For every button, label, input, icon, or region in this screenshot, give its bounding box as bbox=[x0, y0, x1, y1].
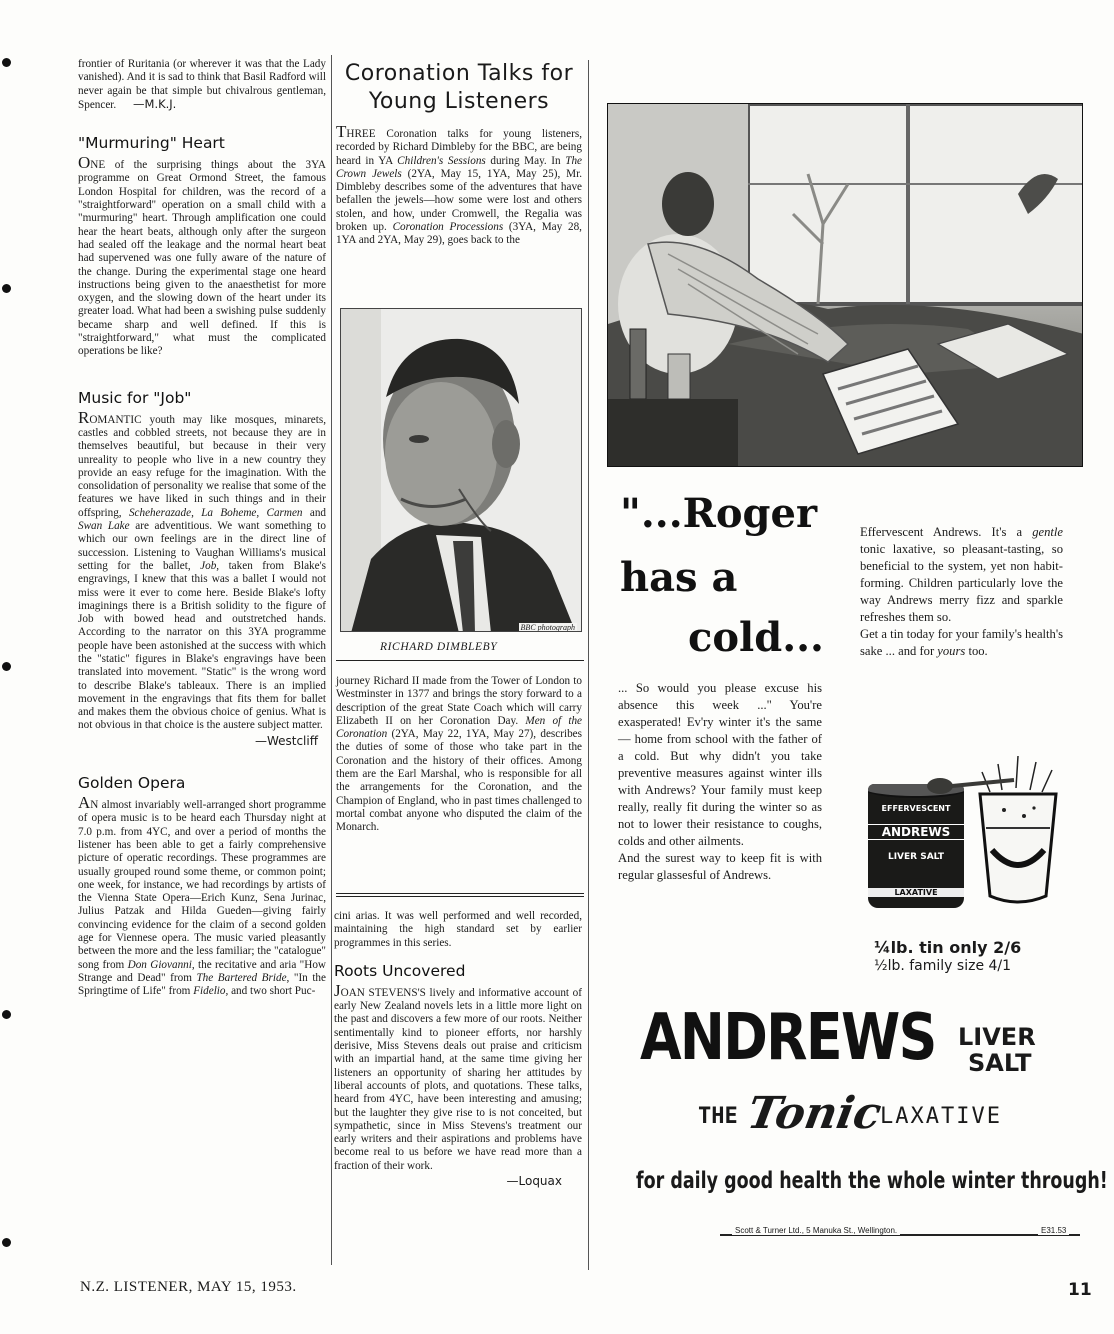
signature: —M.K.J. bbox=[133, 96, 177, 111]
tin-label-salt: LIVER SALT bbox=[887, 852, 945, 862]
ad-body-copy-right: Effervescent Andrews. It's a gentle tonic laxative, so pleasant-tasting, so beneficial to the system, yet non habit-forming. Children particularly love the way Andrews merry fizz and sparkle refreshes them so. Get a tin today for your family's health's sake ... and for yours too. bbox=[860, 525, 1063, 658]
price-family: ½lb. family size 4/1 bbox=[874, 958, 1012, 974]
ad-illustration bbox=[607, 103, 1083, 467]
coronation-title: Coronation Talks for Young Listeners bbox=[344, 61, 574, 114]
boy-in-bed-illustration bbox=[608, 104, 1083, 467]
heading-golden-opera: Golden Opera bbox=[78, 774, 186, 793]
signature: —Westcliff bbox=[254, 733, 318, 748]
ad-headline-line3: cold... bbox=[688, 614, 824, 661]
column-rule bbox=[588, 60, 589, 1270]
dimbleby-portrait bbox=[341, 309, 582, 632]
signature: —Loquax bbox=[506, 1174, 562, 1189]
publication-footer: N.Z. LISTENER, MAY 15, 1953. bbox=[80, 1279, 297, 1295]
brand-andrews: ANDREWS bbox=[640, 1001, 936, 1075]
intro-paragraph: frontier of Ruritania (or wherever it was that the Lady vanished). And it is sad to think that Basil Radford will never again be that simple but chivalrous gentleman, Spencer. —M.K.J. bbox=[78, 58, 326, 111]
article-murmuring-heart: ONE of the surprising things about the 3YA programme on Great Ormond Street, the famous London Hospital for children, was the record of a "straightforward" operation on a small child with a "murmuring" heart. Through amplification one could hear the heart beats, although only after the surgeon had sealed off the leakage and the normal heart beat had supervened was one fully aware of the nature of the change. During the experimental stage one heard instructions being given to the anaesthetist for more oxygen, and the slowing down of the heart under its greater load. What had been a swishing pulse suddenly became sharp and well defined. If this is "straightforward," what must the complicated operations be like? bbox=[78, 153, 326, 358]
ad-slogan: for daily good health the whole winter through! bbox=[636, 1168, 1108, 1194]
spoon-icon bbox=[926, 770, 1016, 800]
heading-roots-uncovered: Roots Uncovered bbox=[334, 961, 466, 980]
price-tin: ¼lb. tin only 2/6 bbox=[874, 938, 1022, 957]
ad-agency: Scott & Turner Ltd., 5 Manuka St., Wellington. bbox=[732, 1226, 900, 1235]
section-rule bbox=[336, 896, 584, 897]
article-golden-opera-continued: cini arias. It was well performed and well recorded, maintaining the high standard set by earlier programmes in this series. Roots Uncovered JOAN STEVENS'S lively and informative account of early New Zealand novels lets in a little more light on the past and discovers a few more of our roots. Neither sentimentally kind to pioneer efforts, nor harshly derisive, Miss Stevens deals out praise and criticism with an impartial hand, at the same time giving her listeners an opportunity of sharing her attitudes by liberal accounts of plots, and quotations. These talks, heard from 4YC, have been interesting and amusing; but the laughter they give rise to is not conceited, but sympathetic, since in Miss Stevens's treatment our early writers and their aspirations and problems have become real to us before we have read more than a fraction of their work. —Loquax bbox=[334, 910, 582, 1189]
ad-body-copy: ... So would you please excuse his absence this week ..." You're exasperated! Ev'ry winter it's the same — home from school with the father of a cold. But why didn't you take preventive measures against winter ills with Andrews? Your family must keep really, really fit during the winter so as not to lower their resistance to coughs, colds and other ailments. And the surest way to keep fit is with regular glassesful of Andrews. bbox=[618, 681, 822, 882]
brand-liver: LIVER bbox=[958, 1023, 1036, 1051]
article-golden-opera: AN almost invariably well-arranged short programme of opera music is to be heard each Thursday night at 7.0 p.m. from 4YC, and over a period of months the listener has been able to get a fairly comprehensive picture of operatic recordings. These programmes are usually grouped round some theme, or common point; one week, for instance, we had recordings by artists of the Vienna State Opera—Erich Kunz, Sena Jurinac, Julius Patzak and Hilda Gueden—giving fairly convincing evidence for the claim of a second golden age for Viennese opera. The music varied pleasantly between the more and the less familiar; the "catalogue" song from Don Giovanni, the recitative and aria "How Strange and Dead" from The Bartered Bride, "In the Springtime of Life" from Fidelio, and two short Puc- bbox=[78, 793, 326, 998]
article-coronation-talks-continued: journey Richard II made from the Tower of London to Westminster in 1377 and brings the story forward to a description of the great State Coach which will carry Elizabeth II on her Coronation Day. Men of the Coronation (2YA, May 22, 1YA, May 27), describes the duties of some of those who take part in the Coronation and the history of their offices. Among them are the Earl Marshal, who is responsible for all the arrangements for the Coronation, and the Champion of England, who in past times challenged to mortal combat anyone who disputed the claim of the Monarch. bbox=[336, 675, 583, 834]
article-roots-uncovered: JOAN STEVENS'S lively and informative account of early New Zealand novels lets in a little more light on the past and discovers a few more of our roots. Neither sentimentally kind to pioneer efforts, nor harshly derisive, Miss Stevens deals out praise and criticism with an impartial hand, at the same time giving her listeners an opportunity of sharing her attitudes by liberal accounts of plots, and quotations. These talks, heard from 4YC, have been interesting and amusing; but the laughter they give rise to is not conceited, but sympathetic, since in Miss Stevens's treatment our early writers and their aspirations and problems have become real to us before we have read more than a fraction of their work. bbox=[334, 980, 582, 1172]
ad-code: E31.53 bbox=[1038, 1226, 1069, 1235]
caption-rule bbox=[336, 660, 584, 661]
tagline-tonic: Tonic bbox=[743, 1088, 886, 1139]
andrews-tin bbox=[868, 784, 964, 908]
tagline-laxative: LAXATIVE bbox=[880, 1104, 1002, 1129]
left-column bbox=[78, 58, 326, 999]
article-coronation-talks: THREE Coronation talks for young listeners, recorded by Richard Dimbleby for the BBC, are being heard in YA Children's Sessions during May. In The Crown Jewels (2YA, May 15, 1YA, May 25), Mr. Dimbleby describes some of the adventures that have befallen the jewels—how some were lost and others stolen, and how, under Cromwell, the Regalia was broken up. Coronation Processions (3YA, May 28, 1YA and 2YA, May 29), goes back to the bbox=[336, 122, 582, 247]
margin-mark bbox=[2, 1010, 11, 1019]
margin-mark bbox=[2, 284, 11, 293]
margin-mark bbox=[2, 58, 11, 67]
article-music-for-job: ROMANTIC youth may like mosques, minarets, castles and cobbled streets, not because they are in themselves beautiful, but because in their very unreality to people who live in a new country they provide an easy refuge for the imagination. With the consolidation of personality we realise that some of the features we have liked in such things and in their offspring, Scheherazade, La Boheme, Carmen and Swan Lake are adventitious. We want something to which our own feelings are in the direct line of succession. Listening to Vaughan Williams's musical setting for the ballet, Job, taken from Blake's engravings, I knew that this was a ballet I would not miss were it ever to come here. Beside Blake's lofty imaginings there is a British solidity to the figure of Job with bowed head and outstretched hands. According to the narrator on this 3YA programme people have been astonished at the success with which the "static" figures in Blake's engravings have been translated into movement. "Static" is the wrong word to describe Blake's tableaux. There is an implied movement in the engravings that fits them for ballet and makes them the obvious choice of genius. What is not obvious in that choice is the austere subject matter. bbox=[78, 407, 327, 732]
column-rule bbox=[331, 55, 332, 1265]
margin-mark bbox=[2, 662, 11, 671]
margin-mark bbox=[2, 1238, 11, 1247]
tagline-the: THE bbox=[698, 1104, 738, 1129]
photo-credit: BBC photograph bbox=[520, 623, 575, 632]
brand-salt: SALT bbox=[968, 1049, 1032, 1077]
section-rule bbox=[336, 893, 584, 894]
dimbleby-photograph bbox=[340, 308, 582, 632]
tin-label-top: EFFERVESCENT bbox=[881, 804, 951, 813]
photo-caption: RICHARD DIMBLEBY bbox=[380, 641, 498, 653]
tin-label-brand: ANDREWS bbox=[868, 824, 964, 840]
heading-music-for-job: Music for "Job" bbox=[78, 388, 192, 407]
heading-murmuring-heart: "Murmuring" Heart bbox=[78, 134, 225, 153]
tin-label-laxative: LAXATIVE bbox=[868, 888, 964, 897]
ad-headline-line1: "...Roger bbox=[620, 490, 818, 537]
page-number: 11 bbox=[1068, 1280, 1092, 1300]
ad-headline-line2: has a bbox=[620, 554, 738, 601]
